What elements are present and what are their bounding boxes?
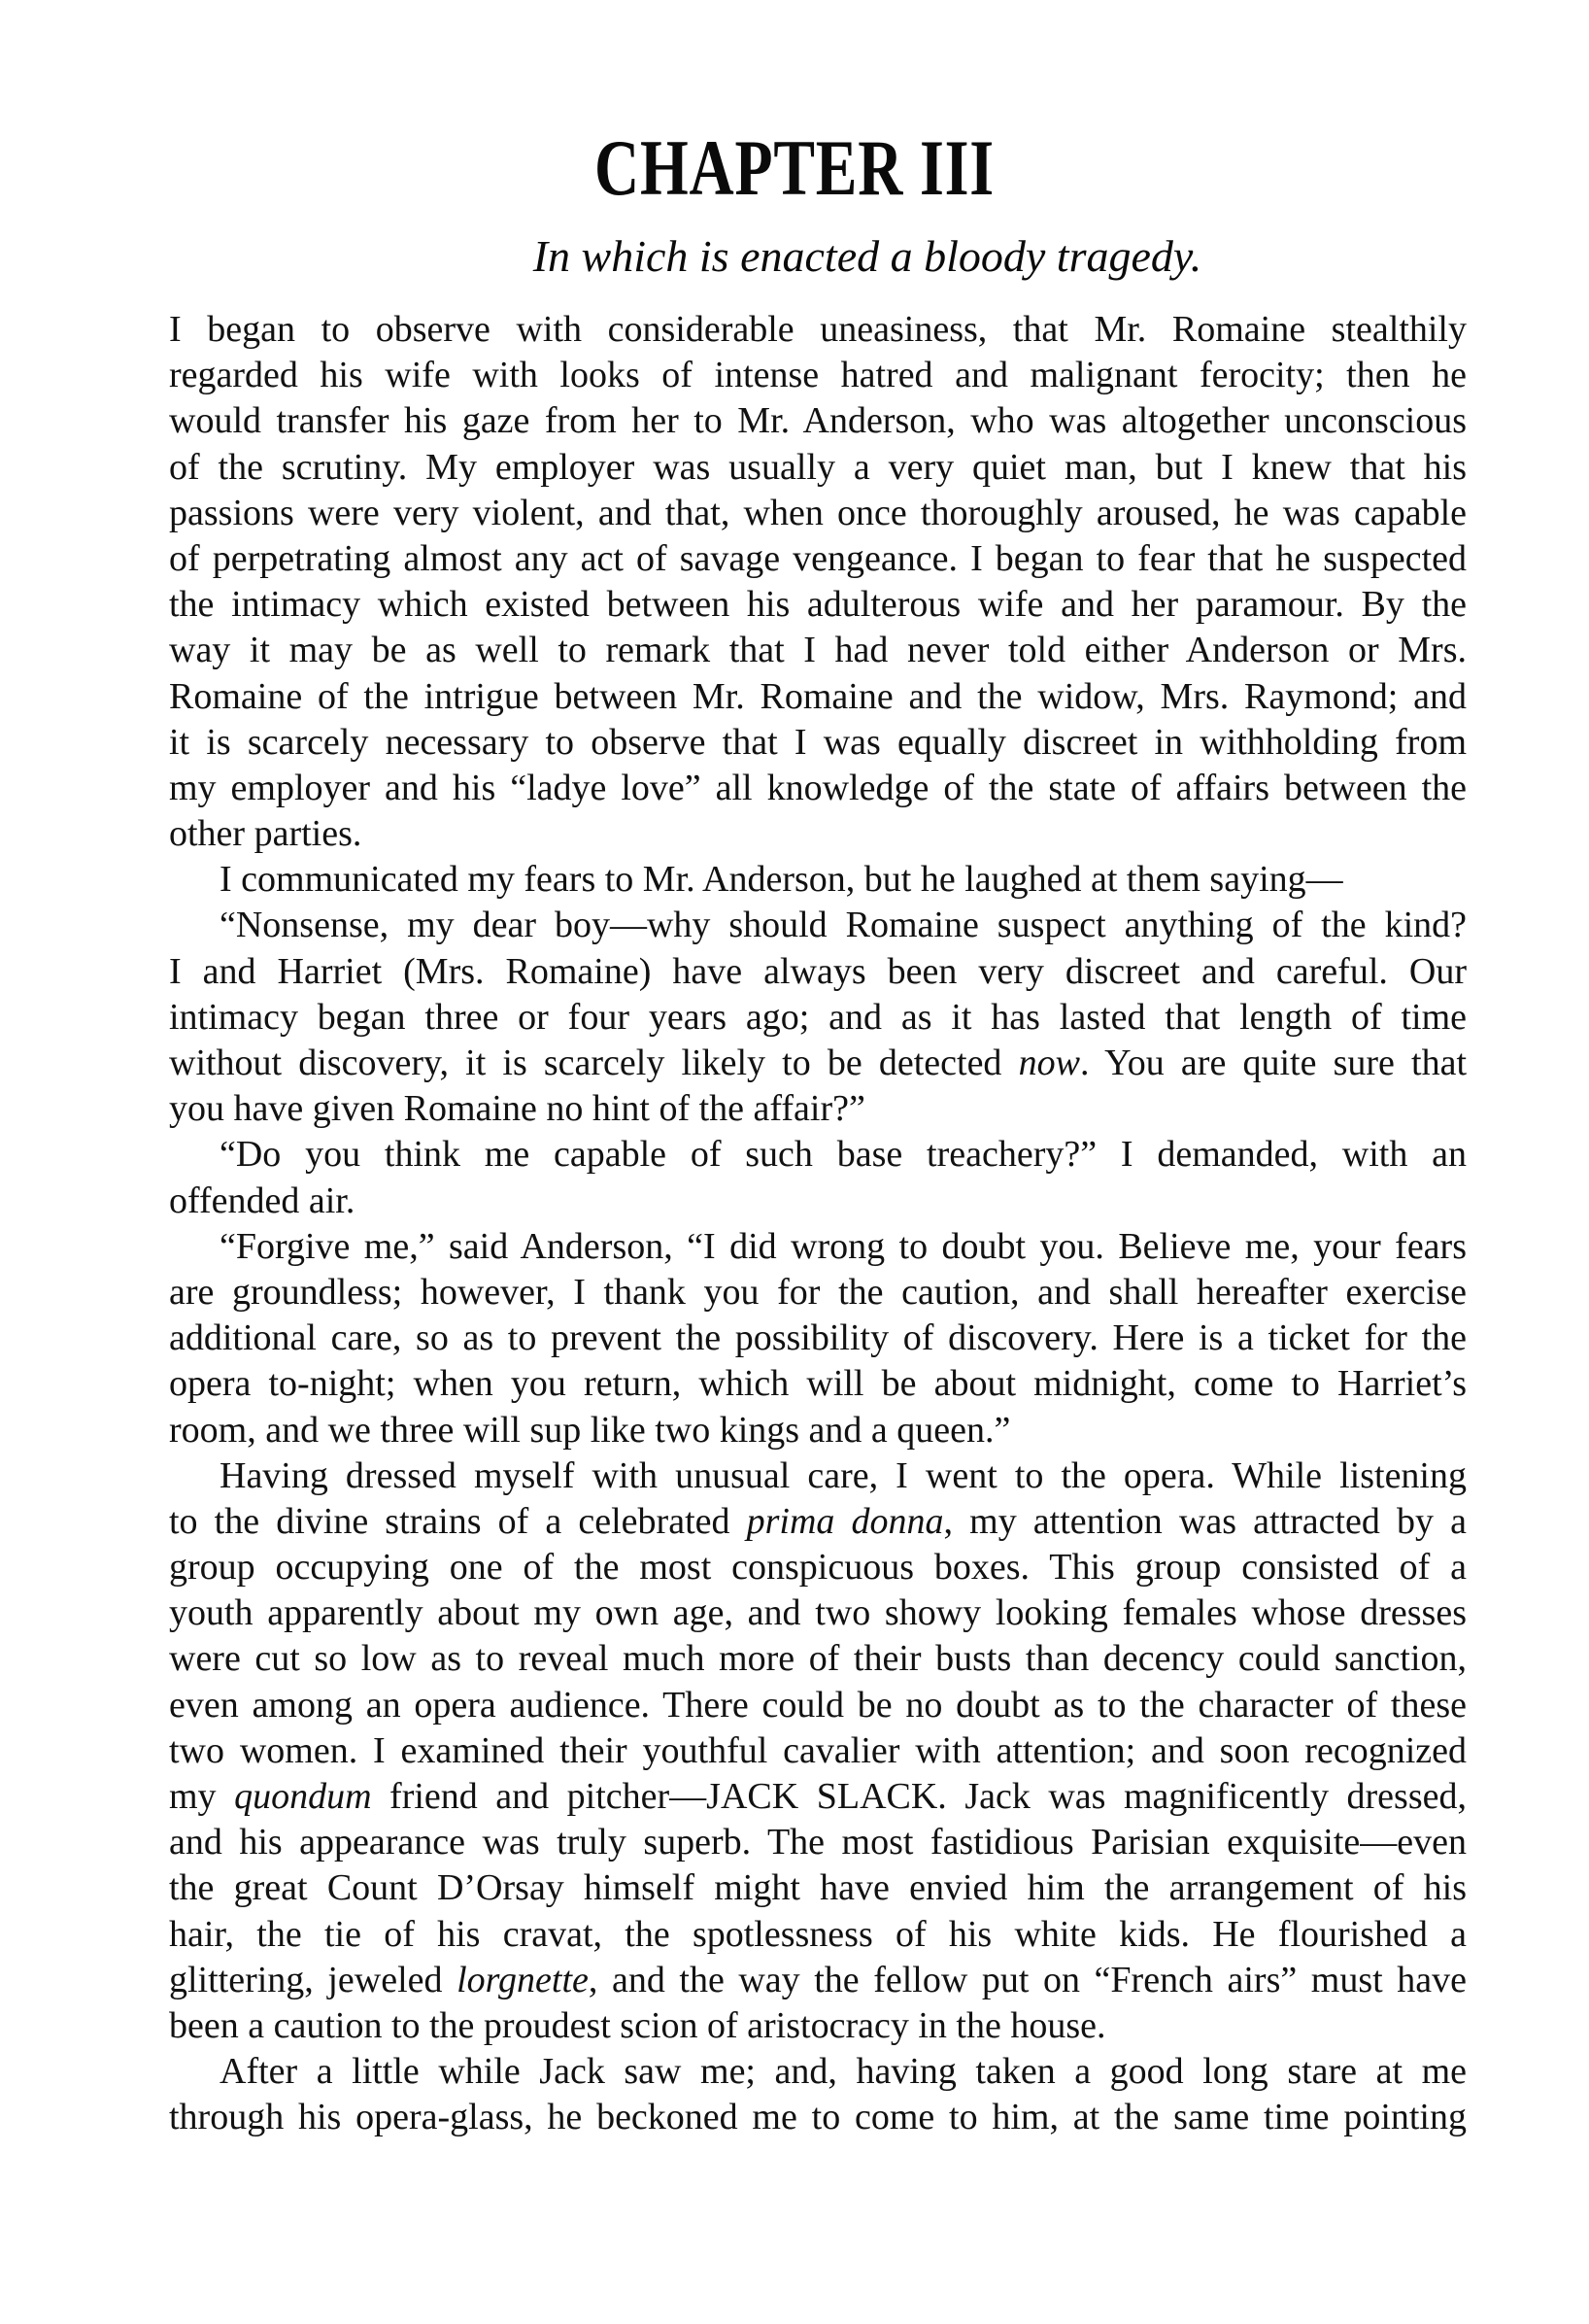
italic-phrase: lorgnette xyxy=(456,1959,589,2000)
text-line: even among an opera audience. There could be no doubt as to the character of these xyxy=(169,1684,1467,1726)
text-line: are groundless; however, I thank you for the caution, and shall hereafter exercise xyxy=(169,1271,1467,1313)
text-line: additional care, so as to prevent the possibility of discovery. Here is a ticket for the xyxy=(169,1317,1467,1359)
text-line: regarded his wife with looks of intense hatred and malignant ferocity; then he xyxy=(169,355,1467,396)
text-line: without discovery, it is scarcely likely to be detected now. You are quite sure that xyxy=(169,1042,1467,1083)
text-line: hair, the tie of his cravat, the spotlessness of his white kids. He flourished a xyxy=(169,1913,1467,1955)
chapter-title: CHAPTER III xyxy=(594,123,995,212)
text-line: the intimacy which existed between his adulterous wife and her paramour. By the xyxy=(169,584,1467,626)
italic-phrase: prima donna xyxy=(746,1500,944,1542)
text-line: other parties. xyxy=(169,813,362,855)
text-line: I and Harriet (Mrs. Romaine) have always been very discreet and careful. Our xyxy=(169,950,1467,992)
text-line: “Forgive me,” said Anderson, “I did wrong to doubt you. Believe me, your fears xyxy=(220,1225,1467,1267)
text-line: of the scrutiny. My employer was usually a very quiet man, but I knew that his xyxy=(169,446,1467,488)
text-line: way it may be as well to remark that I had never told either Anderson or Mrs. xyxy=(169,630,1467,671)
text-line: Romaine of the intrigue between Mr. Romaine and the widow, Mrs. Raymond; and xyxy=(169,675,1467,717)
text-line: of perpetrating almost any act of savage vengeance. I began to fear that he suspected xyxy=(169,537,1467,579)
text-line: glittering, jeweled lorgnette, and the way the fellow put on “French airs” must have xyxy=(169,1959,1467,2000)
text-line: opera to-night; when you return, which will be about midnight, come to Harriet’s xyxy=(169,1363,1467,1405)
text-line: I communicated my fears to Mr. Anderson, but he laughed at them saying— xyxy=(220,859,1343,901)
text-line: “Nonsense, my dear boy—why should Romaine suspect anything of the kind? xyxy=(220,905,1467,946)
text-line: the great Count D’Orsay himself might have envied him the arrangement of his xyxy=(169,1867,1467,1909)
text-line: you have given Romaine no hint of the affair?” xyxy=(169,1088,865,1130)
text-line: Having dressed myself with unusual care, I went to the opera. While listening xyxy=(220,1454,1467,1496)
text-line: youth apparently about my own age, and two showy looking females whose dresses xyxy=(169,1592,1467,1634)
text-line: After a little while Jack saw me; and, having taken a good long stare at me xyxy=(220,2051,1467,2093)
text-line: I began to observe with considerable uneasiness, that Mr. Romaine stealthily xyxy=(169,309,1467,350)
text-line: and his appearance was truly superb. The most fastidious Parisian exquisite—even xyxy=(169,1822,1467,1863)
text-line: to the divine strains of a celebrated prima donna, my attention was attracted by a xyxy=(169,1500,1467,1542)
italic-phrase: now xyxy=(1018,1042,1080,1083)
text-line: passions were very violent, and that, when once thoroughly aroused, he was capable xyxy=(169,492,1467,533)
text-line: group occupying one of the most conspicuous boxes. This group consisted of a xyxy=(169,1547,1467,1589)
text-line: would transfer his gaze from her to Mr. Anderson, who was altogether unconscious xyxy=(169,400,1467,442)
italic-phrase: quondum xyxy=(234,1776,372,1817)
text-line: two women. I examined their youthful cavalier with attention; and soon recognized xyxy=(169,1729,1467,1771)
text-line: offended air. xyxy=(169,1179,355,1221)
text-line: “Do you think me capable of such base treachery?” I demanded, with an xyxy=(220,1134,1467,1176)
text-line: it is scarcely necessary to observe that I was equally discreet in withholding from xyxy=(169,721,1467,763)
text-line: room, and we three will sup like two kings and a queen.” xyxy=(169,1409,1011,1451)
text-line: been a caution to the proudest scion of aristocracy in the house. xyxy=(169,2004,1106,2046)
text-line: my employer and his “ladye love” all knowledge of the state of affairs between the xyxy=(169,767,1467,808)
text-line: intimacy began three or four years ago; and as it has lasted that length of time xyxy=(169,996,1467,1038)
chapter-body-text xyxy=(169,307,1467,2141)
text-line: through his opera-glass, he beckoned me to come to him, at the same time pointing xyxy=(169,2097,1467,2138)
text-line: were cut so low as to reveal much more of their busts than decency could sanction, xyxy=(169,1638,1467,1680)
text-line: my quondum friend and pitcher—JACK SLACK. Jack was magnificently dressed, xyxy=(169,1776,1467,1817)
chapter-subtitle: In which is enacted a bloody tragedy. xyxy=(532,231,1202,281)
